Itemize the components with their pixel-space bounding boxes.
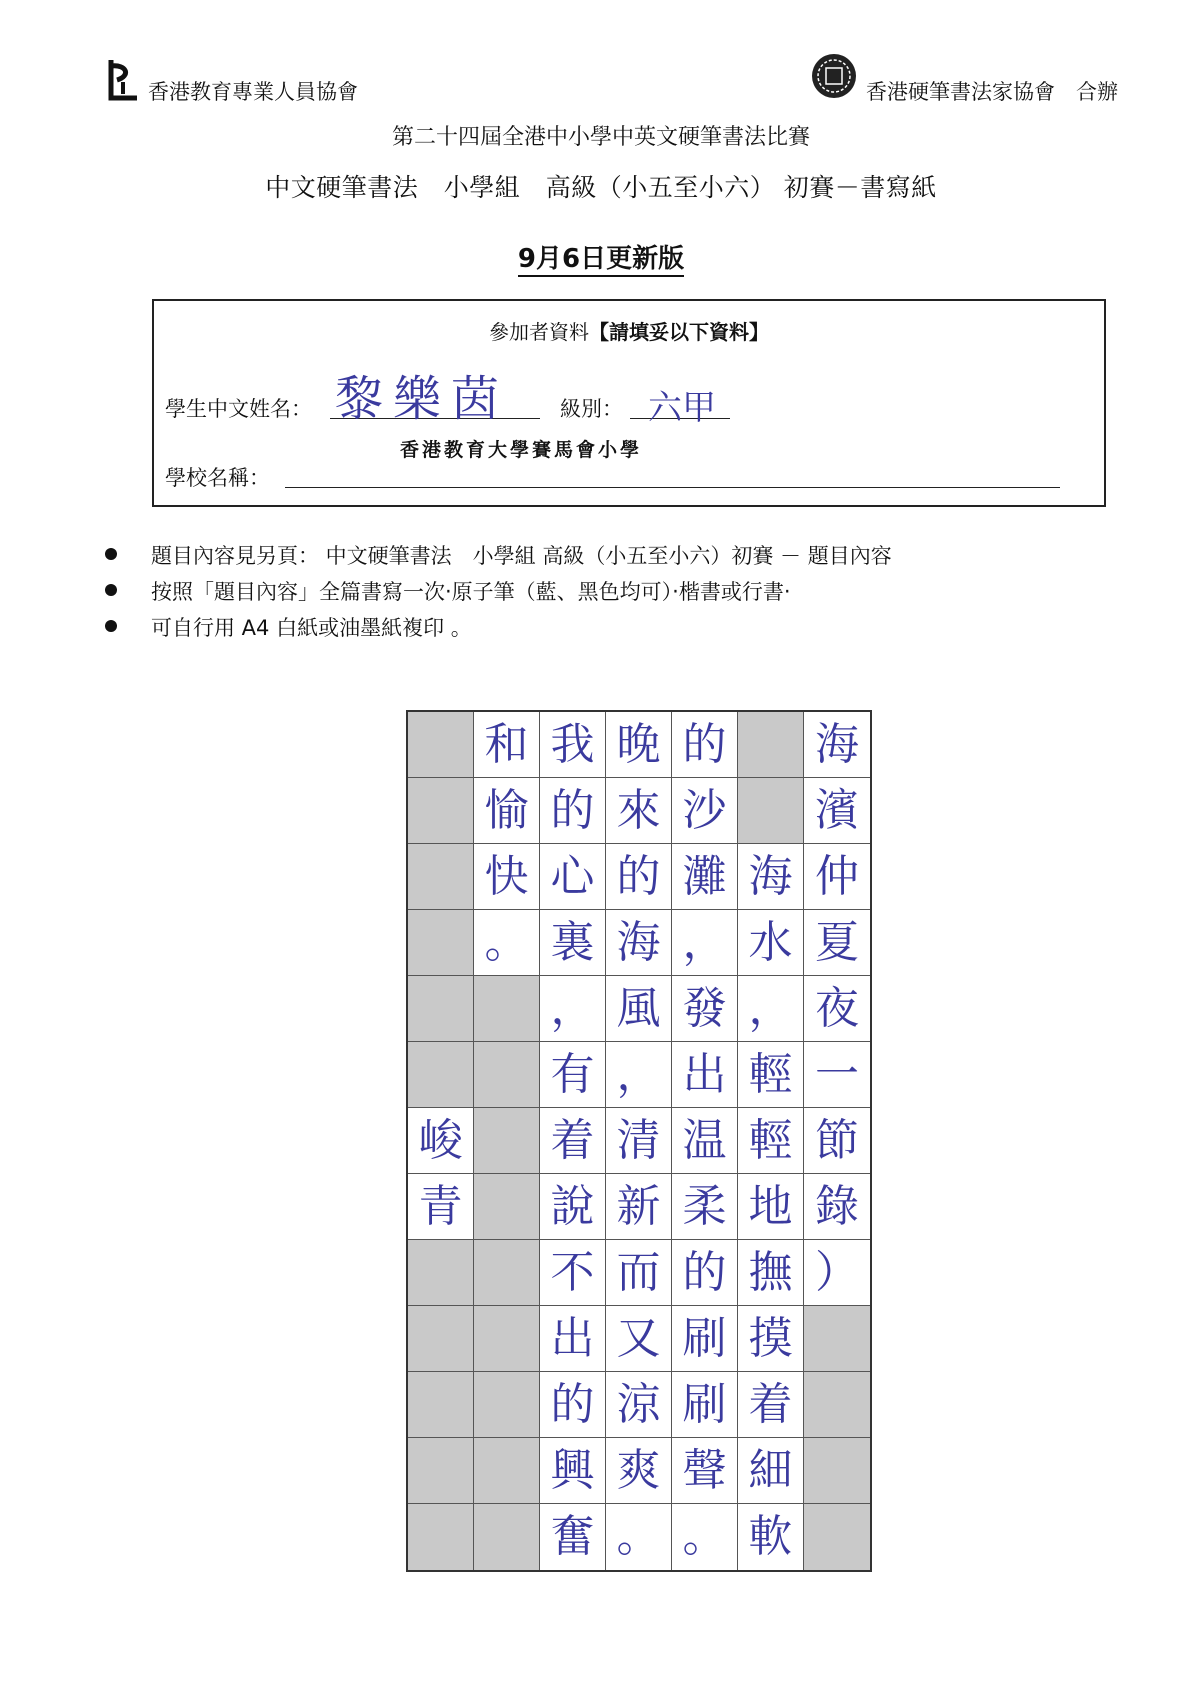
grid-cell: [804, 1372, 870, 1438]
writing-grid: [406, 710, 872, 1572]
grid-cell: 細: [738, 1438, 804, 1504]
grid-cell: [408, 976, 474, 1042]
class-value: 六甲: [648, 388, 716, 428]
grid-cell: 的: [606, 844, 672, 910]
grid-cell: [408, 712, 474, 778]
grid-cell: [474, 976, 540, 1042]
grid-cell: 。: [606, 1504, 672, 1570]
grid-cell: [474, 1174, 540, 1240]
grid-cell: [408, 910, 474, 976]
grid-cell: 的: [540, 1372, 606, 1438]
version-title: 9月6日更新版: [0, 238, 1202, 275]
grid-cell: [804, 1306, 870, 1372]
grid-cell: 節: [804, 1108, 870, 1174]
grid-cell: 晚: [606, 712, 672, 778]
grid-cell: 心: [540, 844, 606, 910]
grid-cell: 裏: [540, 910, 606, 976]
grid-cell: [408, 1372, 474, 1438]
grid-cell: [408, 1240, 474, 1306]
name-value: 黎樂茵: [335, 371, 510, 427]
grid-cell: [408, 1504, 474, 1570]
grid-cell: [474, 1504, 540, 1570]
grid-cell: 不: [540, 1240, 606, 1306]
grid-cell: 摸: [738, 1306, 804, 1372]
grid-cell: 的: [672, 1240, 738, 1306]
grid-cell: 濱: [804, 778, 870, 844]
info-box-header: 參加者資料【請填妥以下資料】: [489, 320, 769, 344]
grid-cell: 聲: [672, 1438, 738, 1504]
grid-cell: [804, 1504, 870, 1570]
grid-cell: 沙: [672, 778, 738, 844]
grid-cell: 。: [672, 1504, 738, 1570]
grid-cell: 而: [606, 1240, 672, 1306]
grid-cell: [474, 1240, 540, 1306]
grid-cell: 又: [606, 1306, 672, 1372]
organizer-left: 香港教育專業人員協會: [148, 80, 358, 104]
grid-cell: [474, 1108, 540, 1174]
grid-cell: 柔: [672, 1174, 738, 1240]
grid-cell: 灘: [672, 844, 738, 910]
grid-cell: 有: [540, 1042, 606, 1108]
grid-cell: 的: [540, 778, 606, 844]
grid-cell: 刷: [672, 1372, 738, 1438]
grid-cell: 。: [474, 910, 540, 976]
grid-cell: 海: [738, 844, 804, 910]
grid-cell: 地: [738, 1174, 804, 1240]
grid-cell: [738, 712, 804, 778]
grid-cell: 出: [672, 1042, 738, 1108]
grid-cell: ，: [606, 1042, 672, 1108]
grid-cell: 輕: [738, 1042, 804, 1108]
class-label: 級別：: [560, 397, 623, 421]
organizer-right: 香港硬筆書法家協會 合辦: [866, 80, 1118, 104]
grid-cell: 錄: [804, 1174, 870, 1240]
grid-cell: [474, 1042, 540, 1108]
grid-cell: [408, 844, 474, 910]
grid-cell: [474, 1306, 540, 1372]
grid-cell: [474, 1372, 540, 1438]
grid-cell: 來: [606, 778, 672, 844]
grid-cell: 爽: [606, 1438, 672, 1504]
grid-cell: 說: [540, 1174, 606, 1240]
school-line: [285, 487, 1060, 488]
grid-cell: 海: [804, 712, 870, 778]
grid-cell: 海: [606, 910, 672, 976]
grid-cell: 和: [474, 712, 540, 778]
grid-cell: 的: [672, 712, 738, 778]
grid-cell: 夜: [804, 976, 870, 1042]
grid-cell: ，: [738, 976, 804, 1042]
category-title: 中文硬筆書法 小學組 高級（小五至小六） 初賽－書寫紙: [265, 173, 937, 202]
grid-cell: 發: [672, 976, 738, 1042]
grid-cell: 快: [474, 844, 540, 910]
grid-cell: 仲: [804, 844, 870, 910]
grid-cell: 夏: [804, 910, 870, 976]
grid-cell: [408, 1438, 474, 1504]
grid-cell: 興: [540, 1438, 606, 1504]
grid-cell: 出: [540, 1306, 606, 1372]
grid-cell: 愉: [474, 778, 540, 844]
grid-cell: [804, 1438, 870, 1504]
school-label: 學校名稱：: [165, 466, 270, 490]
grid-cell: 青: [408, 1174, 474, 1240]
grid-cell: 峻: [408, 1108, 474, 1174]
association-seal-icon: [810, 52, 858, 100]
grid-cell: [408, 778, 474, 844]
grid-cell: 奮: [540, 1504, 606, 1570]
grid-cell: 撫: [738, 1240, 804, 1306]
grid-cell: 軟: [738, 1504, 804, 1570]
grid-cell: 着: [738, 1372, 804, 1438]
grid-cell: ，: [672, 910, 738, 976]
grid-cell: [408, 1042, 474, 1108]
grid-cell: 一: [804, 1042, 870, 1108]
grid-cell: 温: [672, 1108, 738, 1174]
grid-cell: [738, 778, 804, 844]
grid-cell: [408, 1306, 474, 1372]
grid-cell: 着: [540, 1108, 606, 1174]
hkptu-logo-icon: [105, 58, 141, 102]
grid-cell: ，: [540, 976, 606, 1042]
competition-title: 第二十四屆全港中小學中英文硬筆書法比賽: [391, 125, 810, 150]
grid-cell: 清: [606, 1108, 672, 1174]
grid-cell: 水: [738, 910, 804, 976]
grid-cell: 涼: [606, 1372, 672, 1438]
grid-cell: 新: [606, 1174, 672, 1240]
grid-cell: ）: [804, 1240, 870, 1306]
grid-cell: 輕: [738, 1108, 804, 1174]
grid-cell: [474, 1438, 540, 1504]
grid-cell: 我: [540, 712, 606, 778]
grid-cell: 刷: [672, 1306, 738, 1372]
grid-cell: 風: [606, 976, 672, 1042]
school-value: 香港教育大學賽馬會小學: [400, 439, 643, 461]
name-label: 學生中文姓名：: [165, 397, 312, 421]
